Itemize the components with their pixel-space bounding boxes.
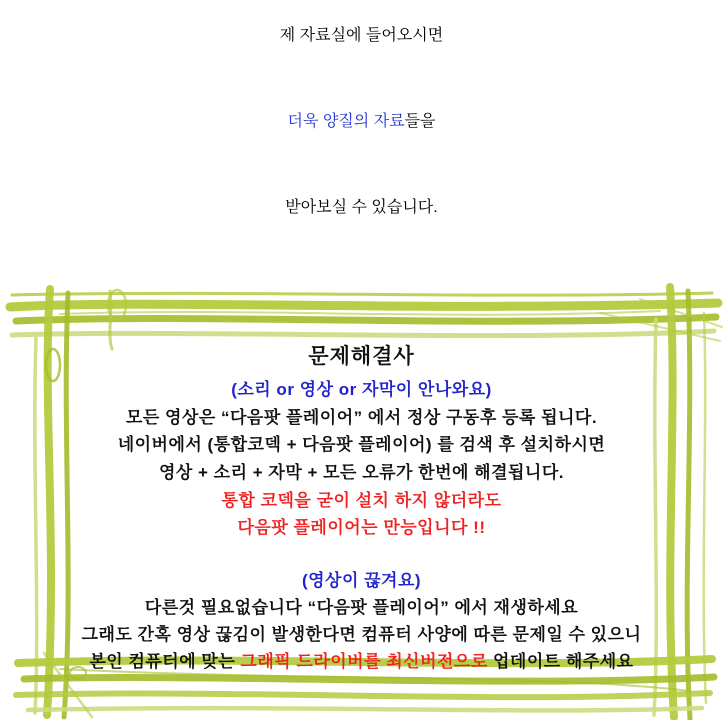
headline-line3-text: 받아보실 수 있습니다. [285, 199, 438, 216]
notice-section2-line: 다른것 필요없습니다 “다음팟 플레이어” 에서 재생하세요 [144, 598, 579, 617]
notice-title: 문제해결사 [308, 345, 415, 368]
notice-section2-subtitle: (영상이 끊겨요) [301, 571, 422, 590]
notice-section1-red-line: 다음팟 플레이어는 만능입니다 !! [237, 518, 486, 537]
headline-line2-black-text: 들을 [404, 113, 436, 130]
notice-section2-line: 그래도 간혹 영상 끊김이 발생한다면 컴퓨터 사양에 따른 문제일 수 있으니 [81, 625, 642, 644]
notice-section1-red-line: 통합 코덱을 굳이 설치 하지 않더라도 [221, 491, 502, 510]
headline-line1 [0, 22, 723, 45]
headline-line2 [0, 108, 723, 131]
mixed-line-red-text: 그래픽 드라이버를 최신버전으로 [240, 652, 488, 671]
notice-section1-line: 네이버에서 (통합코덱 + 다음팟 플레이어) 를 검색 후 설치하시면 [117, 435, 606, 454]
mixed-line-suffix: 업데이트 해주세요 [487, 652, 634, 671]
notice-section1-line: 모든 영상은 “다음팟 플레이어” 에서 정상 구동후 등록 됩니다. [125, 408, 598, 427]
headline-line3 [0, 194, 723, 217]
headline-line2-blue-text: 더욱 양질의 자료 [287, 113, 405, 130]
notice-section2-mixed-line [0, 647, 723, 672]
notice-section1-line: 영상 + 소리 + 자막 + 모든 오류가 한번에 해결됩니다. [158, 463, 565, 482]
headline-line1-text: 제 자료실에 들어오시면 [279, 27, 444, 44]
notice-section1-subtitle: (소리 or 영상 or 자막이 안나와요) [231, 380, 492, 399]
mixed-line-prefix: 본인 컴퓨터에 맞는 [89, 652, 241, 671]
